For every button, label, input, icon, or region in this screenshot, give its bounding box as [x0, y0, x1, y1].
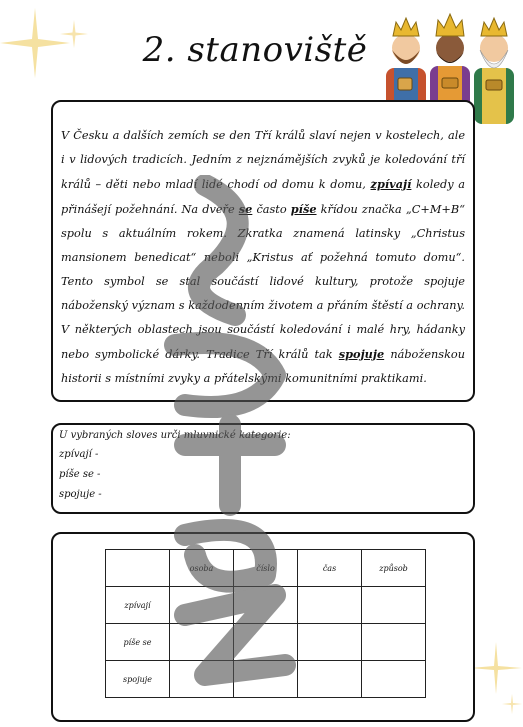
paragraph-text: křídou značka „C+M+B“ spolu s aktuálním rokem. Zkratka znamená latinsky „Christus mansionem benedicat“ neboli „Kristus ať požehná tomuto domu“. Tento symbol se stal součástí lidové kultury, protože spojuje náboženský význam s každodenním životem a přáním štěstí a ochrany. V některých oblastech jsou součástí koledování i malé hry, hádanky nebo symbolické dárky. Tradice Tří králů tak — [61, 203, 465, 361]
paragraph-text: náboženskou historii s místními zvyky a přátelskými komunitními praktikami. — [61, 348, 465, 385]
answer-line-pise-se[interactable]: píše se - — [59, 469, 101, 480]
task-instruction: U vybraných sloves urči mluvnické kategorie: — [59, 430, 291, 441]
answer-cell[interactable] — [362, 661, 426, 698]
star-icon — [60, 20, 88, 48]
answer-cell[interactable] — [170, 587, 234, 624]
highlighted-verb: se — [238, 202, 253, 216]
header-cell-osoba: osoba — [170, 550, 234, 587]
answer-cell[interactable] — [362, 587, 426, 624]
answer-cell[interactable] — [298, 624, 362, 661]
paragraph-text: často — [252, 203, 291, 216]
highlighted-verb: píše — [290, 202, 317, 216]
row-label: píše se — [106, 624, 170, 661]
reading-paragraph — [61, 124, 465, 391]
paragraph-text: V Česku a dalších zemích se den Tří králů slaví nejen v kostelech, ale i v lidových tradicích. Jedním z nejznámějších zvyků je koledování tří králů – děti nebo mladí lidé chodí od domu k domu, — [61, 129, 465, 191]
answer-cell[interactable] — [234, 661, 298, 698]
row-label: spojuje — [106, 661, 170, 698]
text-box — [51, 100, 475, 402]
answer-cell[interactable] — [234, 587, 298, 624]
highlighted-verb: spojuje — [338, 347, 385, 361]
star-icon — [502, 694, 522, 714]
header-cell-cas: čas — [298, 550, 362, 587]
answer-cell[interactable] — [170, 661, 234, 698]
answer-cell[interactable] — [298, 661, 362, 698]
table-row — [106, 587, 426, 624]
paragraph-text: koledy a přinášejí požehnání. Na dveře — [61, 178, 465, 216]
header-cell-zpusob: způsob — [362, 550, 426, 587]
answer-cell[interactable] — [170, 624, 234, 661]
table-row — [106, 661, 426, 698]
answer-line-spojuje[interactable]: spojuje - — [59, 489, 102, 500]
row-label: zpívají — [106, 587, 170, 624]
answer-cell[interactable] — [234, 624, 298, 661]
star-icon — [470, 642, 522, 694]
answer-cell[interactable] — [298, 587, 362, 624]
page-title: 2. stanoviště — [142, 30, 368, 70]
header-cell-cislo: číslo — [234, 550, 298, 587]
highlighted-verb: zpívají — [370, 177, 412, 191]
header-cell-empty — [106, 550, 170, 587]
answer-cell[interactable] — [362, 624, 426, 661]
task-box — [51, 423, 475, 514]
table-header-row — [106, 550, 426, 587]
grammar-table — [105, 549, 426, 698]
table-row — [106, 624, 426, 661]
answer-line-zpivaji[interactable]: zpívají - — [59, 449, 99, 460]
table-box — [51, 532, 475, 722]
